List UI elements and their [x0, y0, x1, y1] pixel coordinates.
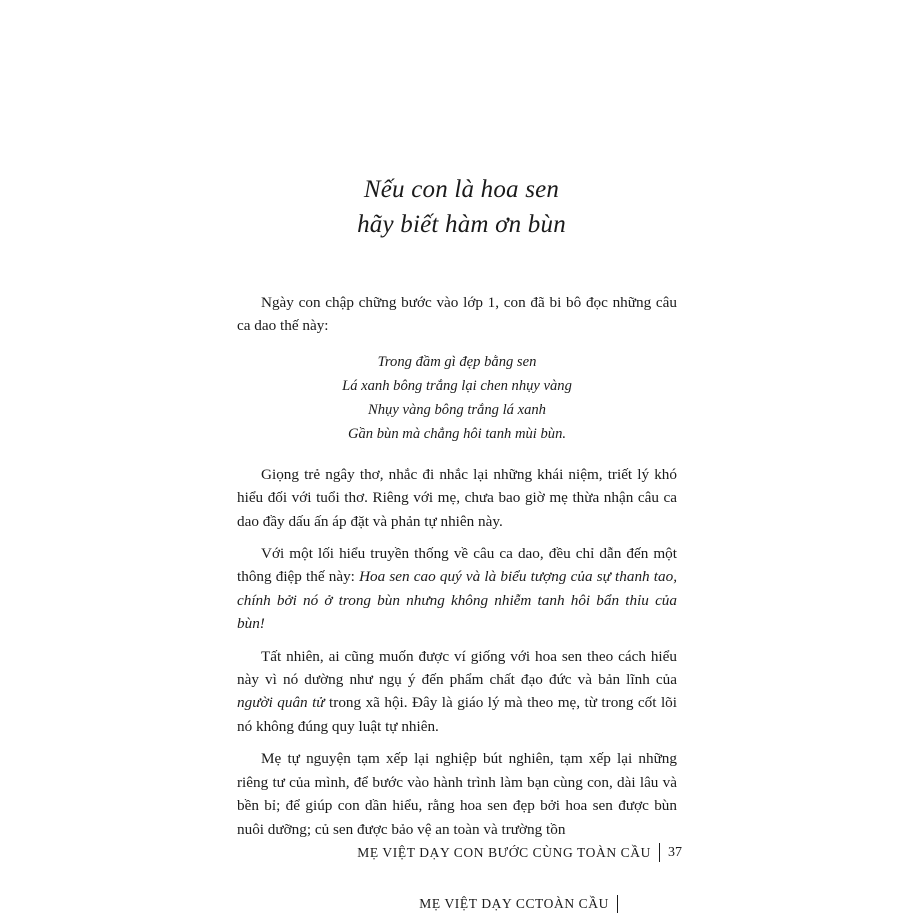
paragraph-4-text-start: Tất nhiên, ai cũng muốn được ví giống với hoa sen theo cách hiểu này vì nó dường như ngụ ý đến phẩm chất đạo đức và bản lĩnh của — [237, 647, 677, 689]
running-title: MẸ VIỆT DẠY CON BƯỚC CÙNG TOÀN CẦU — [357, 844, 651, 860]
paragraph-4-italic: người quân tử — [237, 694, 325, 712]
chapter-title-line-1: Nếu con là hoa sen — [363, 176, 560, 203]
chapter-title-line-2: hãy biết hàm ơn bùn — [357, 211, 566, 238]
poem-line-4: Gần bùn mà chẳng hôi tanh mùi bùn. — [347, 425, 567, 442]
poem-line-3: Nhụy vàng bông trắng lá xanh — [368, 401, 546, 418]
paragraph-4 — [237, 645, 677, 739]
paragraph-1: Ngày con chập chững bước vào lớp 1, con đã bi bô đọc những câu ca dao thế này: — [237, 294, 677, 335]
paragraph-4-text-end: trong xã hội. Đây là giáo lý mà theo mẹ, từ trong cốt lõi nó không đúng quy luật tự nhiên. — [237, 694, 677, 735]
ghost-running-title: MẸ VIỆT DẠY CCTOÀN CẦU — [419, 896, 609, 911]
ghost-footer-divider — [617, 895, 618, 913]
paragraph-3-italic: Hoa sen cao quý và là biểu tượng của sự thanh tao, chính bởi nó ở trong bùn nhưng không nhiễm tanh hôi bẩn thỉu của bùn! — [237, 568, 677, 633]
paragraph-3-text: Với một lối hiểu truyền thống về câu ca dao, đều chỉ dẫn đến một thông điệp thế này: — [237, 545, 677, 586]
chapter-title — [0, 172, 923, 242]
footer-divider — [659, 843, 660, 862]
paragraph-5: Mẹ tự nguyện tạm xếp lại nghiệp bút nghiên, tạm xếp lại những riêng tư của mình, để bước vào hành trình làm bạn cùng con, dài lâu và bền bỉ; để giúp con dần hiểu, rằng hoa sen đẹp bởi hoa sen được bùn nuôi dưỡng; củ sen được bảo vệ an toàn và trường tồn — [237, 750, 677, 838]
page-number: 37 — [668, 844, 682, 860]
paragraph-2: Giọng trẻ ngây thơ, nhắc đi nhắc lại những khái niệm, triết lý khó hiểu đối với tuổi thơ. Riêng với mẹ, chưa bao giờ mẹ thừa nhận câu ca dao đầy dấu ấn áp đặt và phản tự nhiên này. — [237, 465, 677, 530]
poem-line-2: Lá xanh bông trắng lại chen nhụy vàng — [342, 377, 572, 394]
poem — [237, 350, 677, 446]
body-text — [237, 291, 677, 841]
poem-line-1: Trong đầm gì đẹp bằng sen — [377, 353, 537, 370]
paragraph-3 — [237, 542, 677, 636]
page-footer — [357, 843, 682, 862]
ghost-footer — [419, 895, 618, 913]
